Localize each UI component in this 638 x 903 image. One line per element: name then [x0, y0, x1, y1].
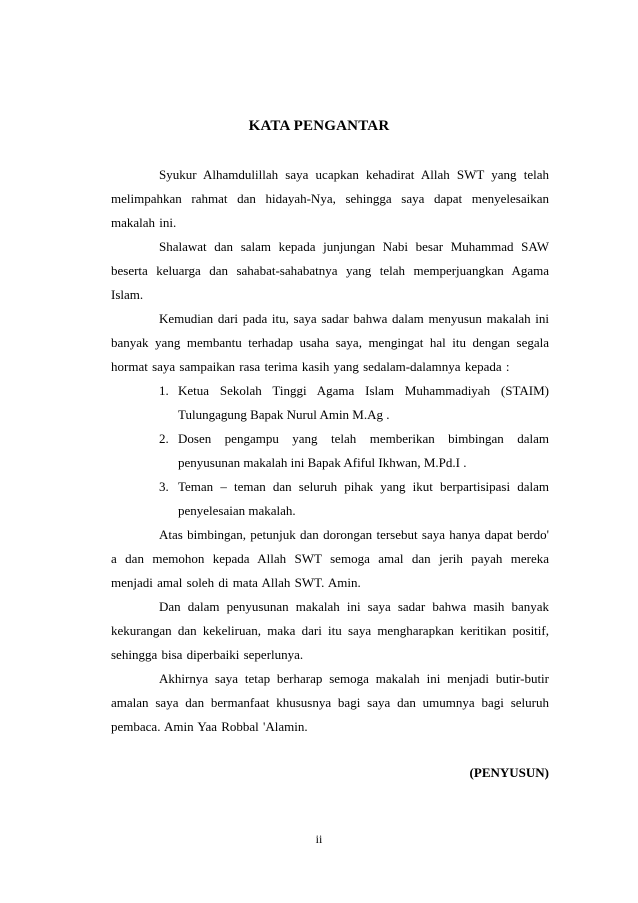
list-item-text: Dosen pengampu yang telah memberikan bimbingan dalam penyusunan makalah ini Bapak Afiful Ikhwan, M.Pd.I .	[178, 431, 549, 470]
paragraph-acknowledgement: Kemudian dari pada itu, saya sadar bahwa dalam menyusun makalah ini banyak yang membantu terhadap usaha saya, mengingat hal itu dengan segala hormat saya sampaikan rasa terima kasih yang sedalam-dalamnya kepada :	[111, 311, 549, 374]
list-item	[111, 379, 549, 427]
document-body	[111, 163, 549, 739]
page-title: KATA PENGANTAR	[248, 118, 390, 134]
acknowledgement-list	[111, 379, 549, 523]
page-number: ii	[315, 832, 323, 846]
paragraph-closing: Akhirnya saya tetap berharap semoga makalah ini menjadi butir-butir amalan saya dan bermanfaat khususnya bagi saya dan umumnya bagi seluruh pembaca. Amin Yaa Robbal 'Alamin.	[111, 671, 549, 734]
list-item-number: 3.	[159, 479, 169, 494]
list-item-number: 1.	[159, 383, 169, 398]
paragraph-shortcomings: Dan dalam penyusunan makalah ini saya sadar bahwa masih banyak kekurangan dan kekeliruan, maka dari itu saya mengharapkan keritikan positif, sehingga bisa diperbaiki seperlunya.	[111, 599, 549, 662]
paragraph-prayer: Atas bimbingan, petunjuk dan dorongan tersebut saya hanya dapat berdo' a dan memohon kepada Allah SWT semoga amal dan jerih payah mereka menjadi amal soleh di mata Allah SWT. Amin.	[111, 527, 549, 590]
list-item-number: 2.	[159, 431, 169, 446]
paragraph-shalawat: Shalawat dan salam kepada junjungan Nabi besar Muhammad SAW beserta keluarga dan sahabat-sahabatnya yang telah memperjuangkan Agama Islam.	[111, 239, 549, 302]
list-item	[111, 475, 549, 523]
list-item-text: Teman – teman dan seluruh pihak yang ikut berpartisipasi dalam penyelesaian makalah.	[178, 479, 549, 518]
author-signature: (PENYUSUN)	[469, 765, 549, 780]
list-item-text: Ketua Sekolah Tinggi Agama Islam Muhammadiyah (STAIM) Tulungagung Bapak Nurul Amin M.Ag .	[178, 383, 549, 422]
paragraph-gratitude: Syukur Alhamdulillah saya ucapkan kehadirat Allah SWT yang telah melimpahkan rahmat dan hidayah-Nya, sehingga saya dapat menyelesaikan makalah ini.	[111, 167, 549, 230]
list-item	[111, 427, 549, 475]
